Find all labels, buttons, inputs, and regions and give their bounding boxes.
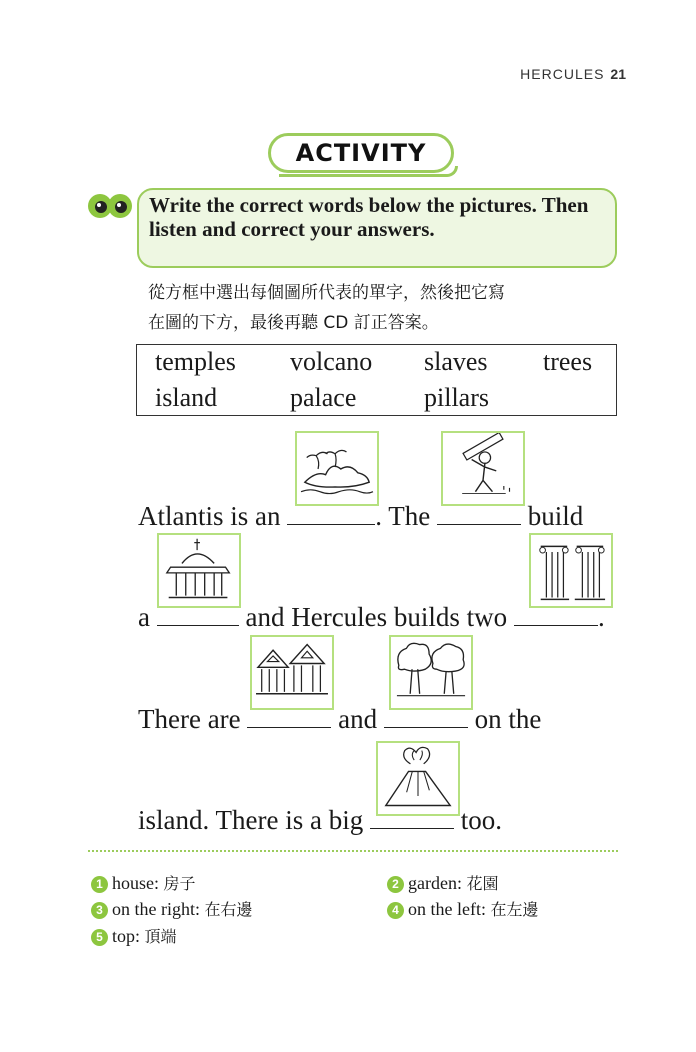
running-head bbox=[520, 66, 626, 82]
island-picture bbox=[295, 431, 379, 506]
sentence-text: island. There is a big bbox=[138, 805, 364, 835]
pillars-illustration bbox=[531, 535, 611, 606]
instruction-english: Write the correct words below the pictures. Then listen and correct your answers. bbox=[149, 193, 589, 241]
island-illustration bbox=[297, 433, 377, 504]
instruction-chinese-line2: 在圖的下方，最後再聽 CD 訂正答案。 bbox=[148, 313, 439, 333]
sentence-line-4 bbox=[138, 802, 502, 836]
answer-blank[interactable] bbox=[437, 498, 521, 525]
activity-label: ACTIVITY bbox=[295, 139, 427, 167]
sentence-line-3 bbox=[138, 701, 541, 735]
word-bank-item: volcano bbox=[290, 347, 373, 376]
slave-illustration bbox=[443, 433, 523, 504]
temples-picture bbox=[250, 635, 334, 710]
word-bank-item: pillars bbox=[424, 383, 489, 412]
footnote-number: 2 bbox=[387, 876, 404, 893]
answer-blank[interactable] bbox=[384, 701, 468, 728]
answer-blank[interactable] bbox=[370, 802, 454, 829]
footnote-number: 5 bbox=[91, 929, 108, 946]
word-bank-item: temples bbox=[155, 347, 236, 376]
sentence-text: a bbox=[138, 602, 150, 632]
glossary-translation: 花園 bbox=[466, 874, 499, 893]
glossary-item bbox=[91, 872, 196, 895]
glossary-item bbox=[387, 872, 499, 895]
footnote-number: 3 bbox=[91, 902, 108, 919]
instruction-chinese bbox=[148, 278, 505, 338]
word-bank-item: island bbox=[155, 383, 218, 412]
glossary-term: top: bbox=[112, 926, 141, 946]
glossary-term: on the left: bbox=[408, 899, 486, 919]
footnote-divider bbox=[88, 850, 618, 852]
palace-picture bbox=[157, 533, 241, 608]
glossary-translation: 在右邊 bbox=[204, 900, 253, 919]
page-number: 21 bbox=[610, 66, 626, 82]
glossary-term: garden: bbox=[408, 873, 462, 893]
sentence-text: and bbox=[338, 704, 378, 734]
word-bank-item: slaves bbox=[424, 347, 488, 376]
sentence-text: . bbox=[597, 602, 605, 632]
word-bank-item: palace bbox=[290, 383, 357, 412]
sentence-text: There are bbox=[138, 704, 241, 734]
palace-illustration bbox=[159, 535, 239, 606]
sentence-text: build bbox=[527, 501, 584, 531]
glossary-translation: 頂端 bbox=[144, 927, 177, 946]
footnote-number: 1 bbox=[91, 876, 108, 893]
sentence-line-1 bbox=[138, 498, 583, 532]
glossary-item bbox=[387, 898, 539, 921]
word-bank-item: trees bbox=[543, 347, 593, 376]
sentence-line-2 bbox=[138, 599, 605, 633]
temples-illustration bbox=[252, 637, 332, 708]
answer-blank[interactable] bbox=[287, 498, 375, 525]
glossary-translation: 房子 bbox=[163, 874, 196, 893]
sentence-text: Atlantis is an bbox=[138, 501, 281, 531]
sentence-text: on the bbox=[474, 704, 542, 734]
glossary-term: house: bbox=[112, 873, 159, 893]
book-title: HERCULES bbox=[520, 66, 605, 82]
answer-blank[interactable] bbox=[247, 701, 331, 728]
pillars-picture bbox=[529, 533, 613, 608]
sentence-text: . The bbox=[375, 501, 431, 531]
listen-icon bbox=[87, 190, 135, 222]
glossary-translation: 在左邊 bbox=[490, 900, 539, 919]
trees-illustration bbox=[391, 637, 471, 708]
instruction-bubble bbox=[137, 188, 617, 268]
sentence-text: too. bbox=[460, 805, 502, 835]
glossary-term: on the right: bbox=[112, 899, 200, 919]
instruction-chinese-line1: 從方框中選出每個圖所代表的單字，然後把它寫 bbox=[148, 283, 505, 303]
trees-picture bbox=[389, 635, 473, 710]
activity-banner bbox=[268, 133, 454, 173]
glossary-item bbox=[91, 925, 177, 948]
glossary-item bbox=[91, 898, 253, 921]
slaves-picture bbox=[441, 431, 525, 506]
answer-blank[interactable] bbox=[157, 599, 239, 626]
sentence-text: and Hercules builds two bbox=[245, 602, 508, 632]
footnote-number: 4 bbox=[387, 902, 404, 919]
word-bank bbox=[136, 344, 617, 416]
answer-blank[interactable] bbox=[514, 599, 598, 626]
